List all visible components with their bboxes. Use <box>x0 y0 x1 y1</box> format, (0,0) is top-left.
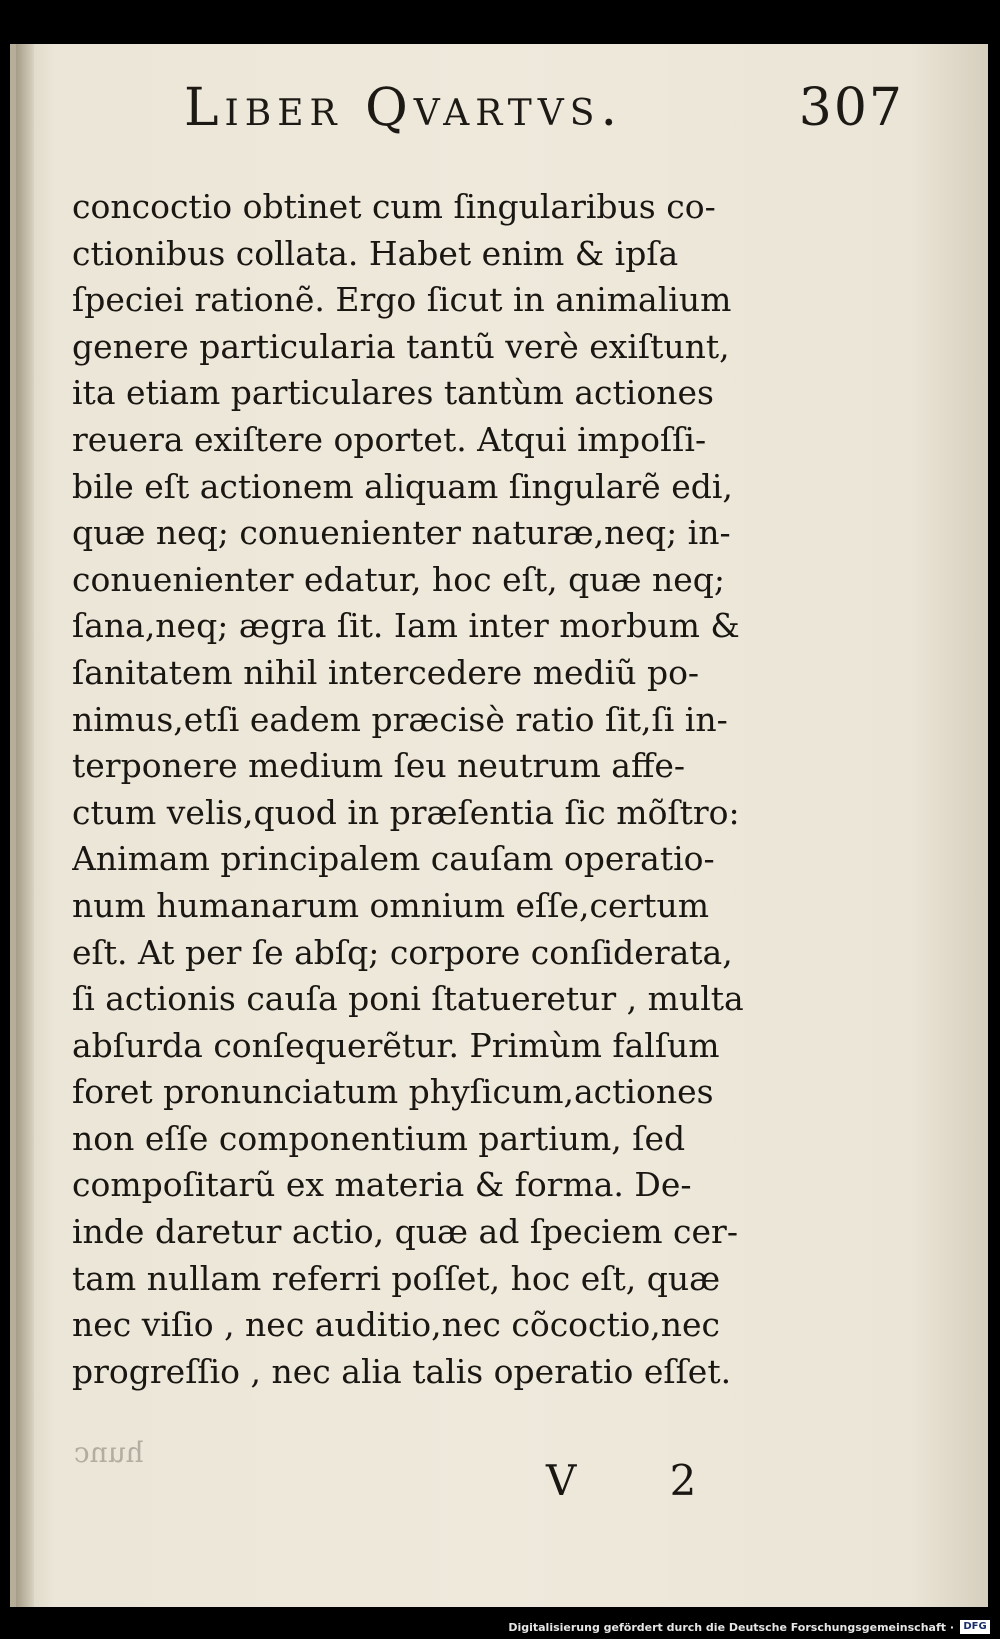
show-through-text: hunc <box>74 1436 144 1469</box>
text-line: genere particularia tantũ verè exiſtunt, <box>72 326 730 366</box>
text-line: reuera exiſtere oportet. Atqui impoſſi- <box>72 419 707 459</box>
text-line: ſanitatem nihil intercedere mediũ po- <box>72 652 700 692</box>
text-line: ſi actionis cauſa poni ſtatueretur , multa <box>72 979 744 1019</box>
running-title: Liber Qvartvs. <box>184 78 623 138</box>
text-line: ſana,neq; ægra ſit. Iam inter morbum & <box>72 606 740 646</box>
text-line: tam nullam referri poſſet, hoc eſt, quæ <box>72 1258 721 1298</box>
text-line: foret pronunciatum phyſicum,actiones <box>72 1072 714 1112</box>
text-line: conuenienter edatur, hoc eſt, quæ neq; <box>72 559 725 599</box>
text-line: progreſſio , nec alia talis operatio eſſet. <box>72 1351 732 1391</box>
body-text <box>72 184 772 1395</box>
text-line: non eſſe componentium partium, ſed <box>72 1118 686 1158</box>
text-line: concoctio obtinet cum ſingularibus co- <box>72 187 716 226</box>
text-line: ita etiam particulares tantùm actiones <box>72 373 714 413</box>
text-line: terponere medium ſeu neutrum affe- <box>72 746 686 786</box>
page-header <box>166 78 946 168</box>
text-line: num humanarum omnium eſſe,certum <box>72 885 710 925</box>
dfg-logo-icon: DFG <box>960 1620 990 1634</box>
text-line: inde daretur actio, quæ ad ſpeciem cer- <box>72 1212 738 1252</box>
text-line: Animam principalem cauſam operatio- <box>72 839 715 879</box>
text-line: eſt. At per ſe abſq; corpore conſiderata, <box>72 932 733 972</box>
text-line: nimus,etſi eadem præcisè ratio ſit,ſi in- <box>72 699 728 739</box>
text-line: ctum velis,quod in præſentia ſic mõſtro: <box>72 792 740 832</box>
text-line: bile eſt actionem aliquam ſingularẽ edi, <box>72 466 733 506</box>
text-line: ſpeciei rationẽ. Ergo ſicut in animalium <box>72 280 732 320</box>
book-page <box>10 44 988 1607</box>
text-line: compoſitarũ ex materia & forma. De- <box>72 1165 692 1205</box>
text-line: ctionibus collata. Habet enim & ipſa <box>72 233 679 273</box>
text-line: quæ neq; conuenienter naturæ,neq; in- <box>72 513 731 553</box>
text-line: abſurda conſequerẽtur. Primùm falſum <box>72 1025 720 1065</box>
signature-mark: V 2 <box>546 1456 737 1505</box>
dfg-credit-text: Digitalisierung gefördert durch die Deutsche Forschungsgemeinschaft · <box>508 1621 954 1634</box>
folio-number: 307 <box>798 78 904 138</box>
text-line: nec viſio , nec auditio,nec cõcoctio,nec <box>72 1305 720 1345</box>
page-gutter <box>16 44 34 1607</box>
